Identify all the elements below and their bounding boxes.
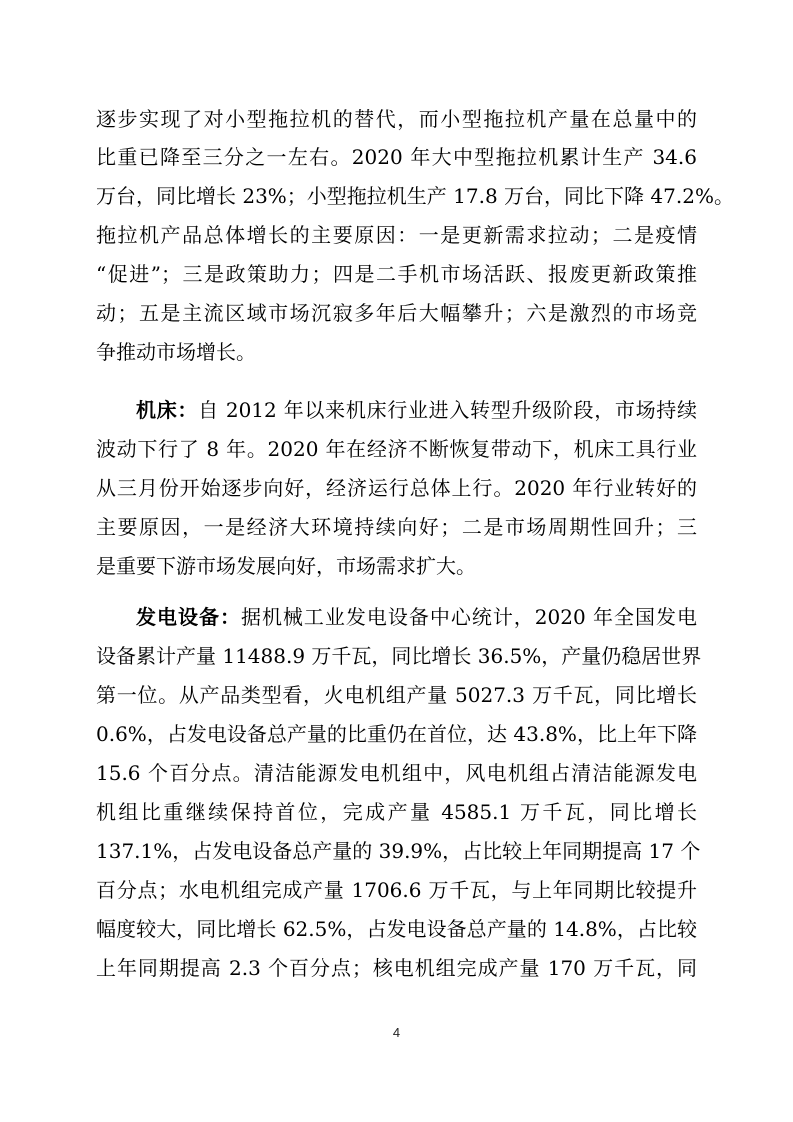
paragraph-first-line [136, 605, 697, 629]
body-text-line: 逐步实现了对小型拖拉机的替代，而小型拖拉机产量在总量中的 [96, 107, 697, 131]
body-text-line: “促进”；三是政策助力；四是二手机市场活跃、报废更新政策推 [96, 262, 697, 286]
body-text-line: 从三月份开始逐步向好，经济运行总体上行。2020 年行业转好的 [96, 476, 697, 500]
body-text-line: 137.1%，占发电设备总产量的 39.9%，占比较上年同期提高 17 个 [96, 839, 701, 863]
body-text-line: 设备累计产量 11488.9 万千瓦，同比增长 36.5%，产量仍稳居世界 [96, 644, 702, 668]
body-text-line: 动；五是主流区域市场沉寂多年后大幅攀升；六是激烈的市场竞 [96, 301, 697, 325]
body-text-run: 据机械工业发电设备中心统计，2020 年全国发电 [240, 605, 697, 629]
body-text-line: 机组比重继续保持首位，完成产量 4585.1 万千瓦，同比增长 [96, 800, 697, 824]
page-number: 4 [392, 1025, 401, 1040]
body-text-line: 百分点；水电机组完成产量 1706.6 万千瓦，与上年同期比较提升 [96, 878, 697, 902]
body-text-run: 自 2012 年以来机床行业进入转型升级阶段，市场持续 [198, 398, 697, 422]
body-text-line: 15.6 个百分点。清洁能源发电机组中，风电机组占清洁能源发电 [96, 761, 697, 785]
section-heading-power-equipment: 发电设备： [136, 605, 241, 629]
section-heading-machine-tools: 机床： [136, 398, 199, 422]
body-text-line: 争推动市场增长。 [96, 340, 256, 364]
body-text-line: 万台，同比增长 23%；小型拖拉机生产 17.8 万台，同比下降 47.2%。 [96, 184, 734, 208]
body-text-line: 是重要下游市场发展向好，市场需求扩大。 [96, 554, 476, 578]
body-text-line: 主要原因，一是经济大环境持续向好；二是市场周期性回升；三 [96, 515, 697, 539]
body-text-line: 上年同期提高 2.3 个百分点；核电机组完成产量 170 万千瓦，同 [96, 956, 697, 980]
body-text-line: 0.6%，占发电设备总产量的比重仍在首位，达 43.8%，比上年下降 [96, 722, 697, 746]
body-text-line: 比重已降至三分之一左右。2020 年大中型拖拉机累计生产 34.6 [96, 145, 697, 169]
body-text-line: 第一位。从产品类型看，火电机组产量 5027.3 万千瓦，同比增长 [96, 683, 697, 707]
paragraph-first-line [136, 398, 697, 422]
body-text-line: 波动下行了 8 年。2020 年在经济不断恢复带动下，机床工具行业 [96, 437, 697, 461]
body-text-line: 拖拉机产品总体增长的主要原因：一是更新需求拉动；二是疫情 [96, 223, 697, 247]
body-text-line: 幅度较大，同比增长 62.5%，占发电设备总产量的 14.8%，占比较 [96, 917, 697, 941]
